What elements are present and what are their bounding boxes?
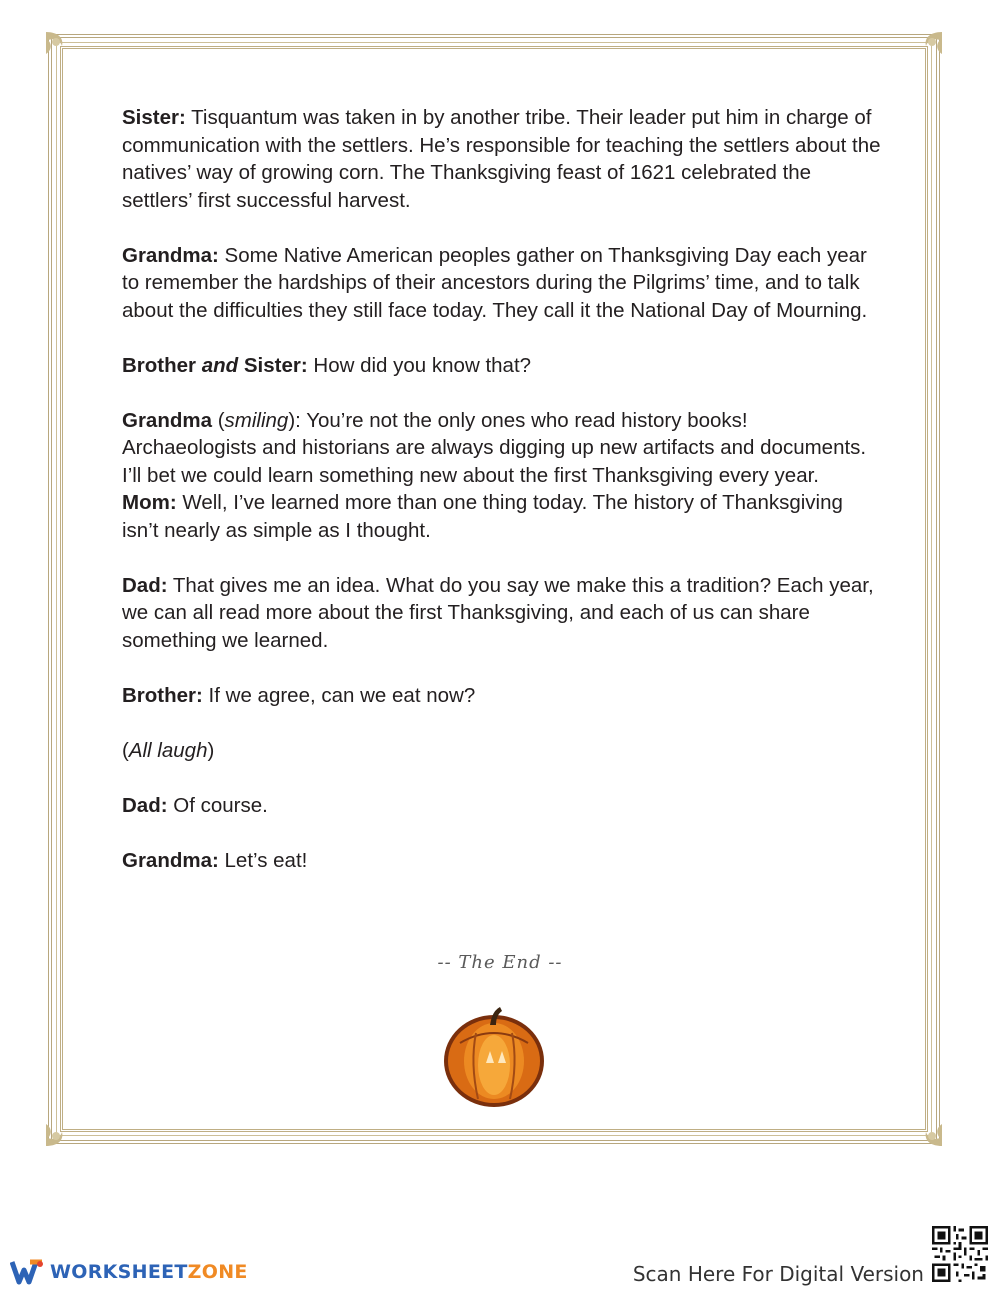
paren-close: ) — [207, 738, 215, 762]
pumpkin-icon — [440, 1003, 548, 1111]
dialogue-line — [122, 242, 882, 325]
stage-direction: smiling — [224, 408, 289, 432]
worksheetzone-logo-icon — [10, 1258, 44, 1286]
logo-text-worksheet: WORKSHEET — [50, 1261, 188, 1283]
ornate-corner-icon — [44, 1114, 78, 1148]
dialogue-line — [122, 572, 882, 655]
dialogue-text: Well, I’ve learned more than one thing today. The history of Thanksgiving isn’t nearly as simple as I thought. — [122, 491, 843, 542]
speaker-conjunction: and — [201, 353, 239, 377]
script-text — [122, 104, 882, 902]
speaker-name: Brother — [122, 353, 202, 377]
paren-open: ( — [122, 738, 129, 762]
dialogue-text: You’re not the only ones who read history books! Archaeologists and historians are always digging up new artifacts and documents. I’ll bet we could learn something new about the first Thanksgiving every year. — [122, 408, 867, 487]
logo-text-zone: ZONE — [187, 1261, 248, 1283]
dialogue-line — [122, 104, 882, 214]
speaker-name: Brother: — [122, 683, 203, 707]
qr-code-icon[interactable] — [932, 1226, 988, 1282]
worksheetzone-logo[interactable] — [10, 1258, 248, 1286]
speaker-name: Dad: — [122, 793, 168, 817]
stage-direction-line — [122, 737, 882, 765]
dialogue-line — [122, 847, 882, 875]
dialogue-text: If we agree, can we eat now? — [202, 683, 476, 707]
the-end-label: -- The End -- — [437, 952, 563, 973]
paren-open: ( — [212, 408, 225, 432]
speaker-name: Dad: — [122, 573, 168, 597]
dialogue-line — [122, 682, 882, 710]
dialogue-text: Let’s eat! — [218, 848, 308, 872]
ornate-corner-icon — [910, 30, 944, 64]
dialogue-line — [122, 407, 882, 490]
speaker-name: Mom: — [122, 491, 177, 514]
dialogue-text: How did you know that? — [307, 353, 532, 377]
ornate-corner-icon — [44, 30, 78, 64]
dialogue-text: That gives me an idea. What do you say we make this a tradition? Each year, we can all read more about the first Thanksgiving, and each of us can share something we learned. — [122, 573, 874, 652]
dialogue-text: Tisquantum was taken in by another tribe. Their leader put him in charge of communication with the settlers. He’s responsible for teaching the settlers about the natives’ way of growing corn. The Thanksgiving feast of 1621 celebrated the settlers’ first successful harvest. — [122, 106, 881, 212]
paren-close: ): — [288, 408, 307, 432]
dialogue-line — [122, 489, 882, 544]
speaker-name: Grandma — [122, 408, 212, 432]
ornate-corner-icon — [910, 1114, 944, 1148]
dialogue-line — [122, 792, 882, 820]
dialogue-text: Of course. — [167, 793, 268, 817]
speaker-name: Sister: — [122, 106, 186, 129]
dialogue-text: Some Native American peoples gather on Thanksgiving Day each year to remember the hardships of their ancestors during the Pilgrims’ time, and to talk about the difficulties they still face today. They call it the National Day of Mourning. — [122, 243, 868, 322]
speaker-name: Grandma: — [122, 243, 219, 267]
dialogue-line — [122, 352, 882, 380]
scan-label: Scan Here For Digital Version — [632, 1262, 924, 1286]
speaker-name: Grandma: — [122, 848, 219, 872]
speaker-name: Sister: — [238, 353, 308, 377]
stage-direction: All laugh — [128, 738, 208, 762]
